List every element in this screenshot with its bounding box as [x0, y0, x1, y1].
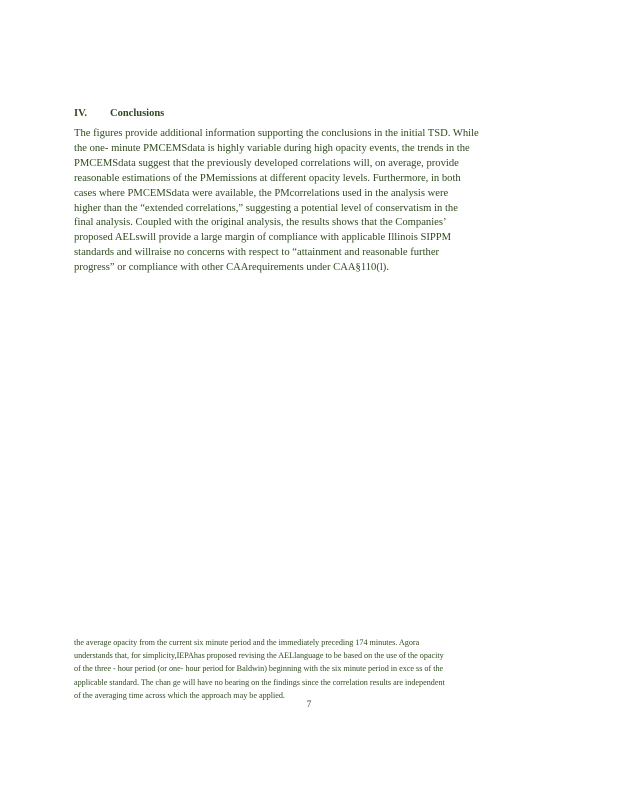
footnote-line: understands that, for simplicity,IEPAhas proposed revising the AELlanguage to be based on the use of the opacity: [74, 651, 444, 661]
body-line: final analysis. Coupled with the original analysis, the results shows that the Companies’: [74, 217, 447, 229]
body-line: The figures provide additional information supporting the conclusions in the initial TSD. While: [74, 128, 479, 139]
body-line: proposed AELswill provide a large margin of compliance with applicable Illinois SIPPM: [74, 232, 452, 244]
body-line: cases where PMCEMSdata were available, the PMcorrelations used in the analysis were: [74, 187, 449, 199]
footnote-line: of the averaging time across which the approach may be applied.: [74, 690, 285, 700]
footnote-text: [74, 636, 546, 702]
footnote-line: of the three - hour period (or one- hour period for Baldwin) beginning with the six minute period in exce ss of the: [74, 664, 444, 674]
section-number: IV.: [74, 108, 87, 119]
body-line: progress” or compliance with other CAArequirements under CAA§110(l).: [74, 262, 389, 274]
body-line: the one- minute PMCEMSdata is highly variable during high opacity events, the trends in the: [74, 142, 470, 154]
body-line: reasonable estimations of the PMemissions at different opacity levels. Furthermore, in both: [74, 172, 461, 184]
footnote-line: applicable standard. The chan ge will have no bearing on the findings since the correlation results are independent: [74, 677, 445, 687]
page-number: 7: [306, 700, 312, 710]
footnote-line: the average opacity from the current six minute period and the immediately preceding 174 minutes. Agora: [74, 638, 420, 647]
section-title: Conclusions: [110, 108, 165, 119]
body-line: higher than the “extended correlations,” suggesting a potential level of conservatism in the: [74, 202, 458, 214]
body-line: standards and willraise no concerns with respect to “attainment and reasonable further: [74, 247, 440, 259]
body-line: PMCEMSdata suggest that the previously developed correlations will, on average, provide: [74, 157, 459, 169]
section-heading: [74, 108, 164, 119]
conclusions-paragraph: [74, 127, 546, 276]
